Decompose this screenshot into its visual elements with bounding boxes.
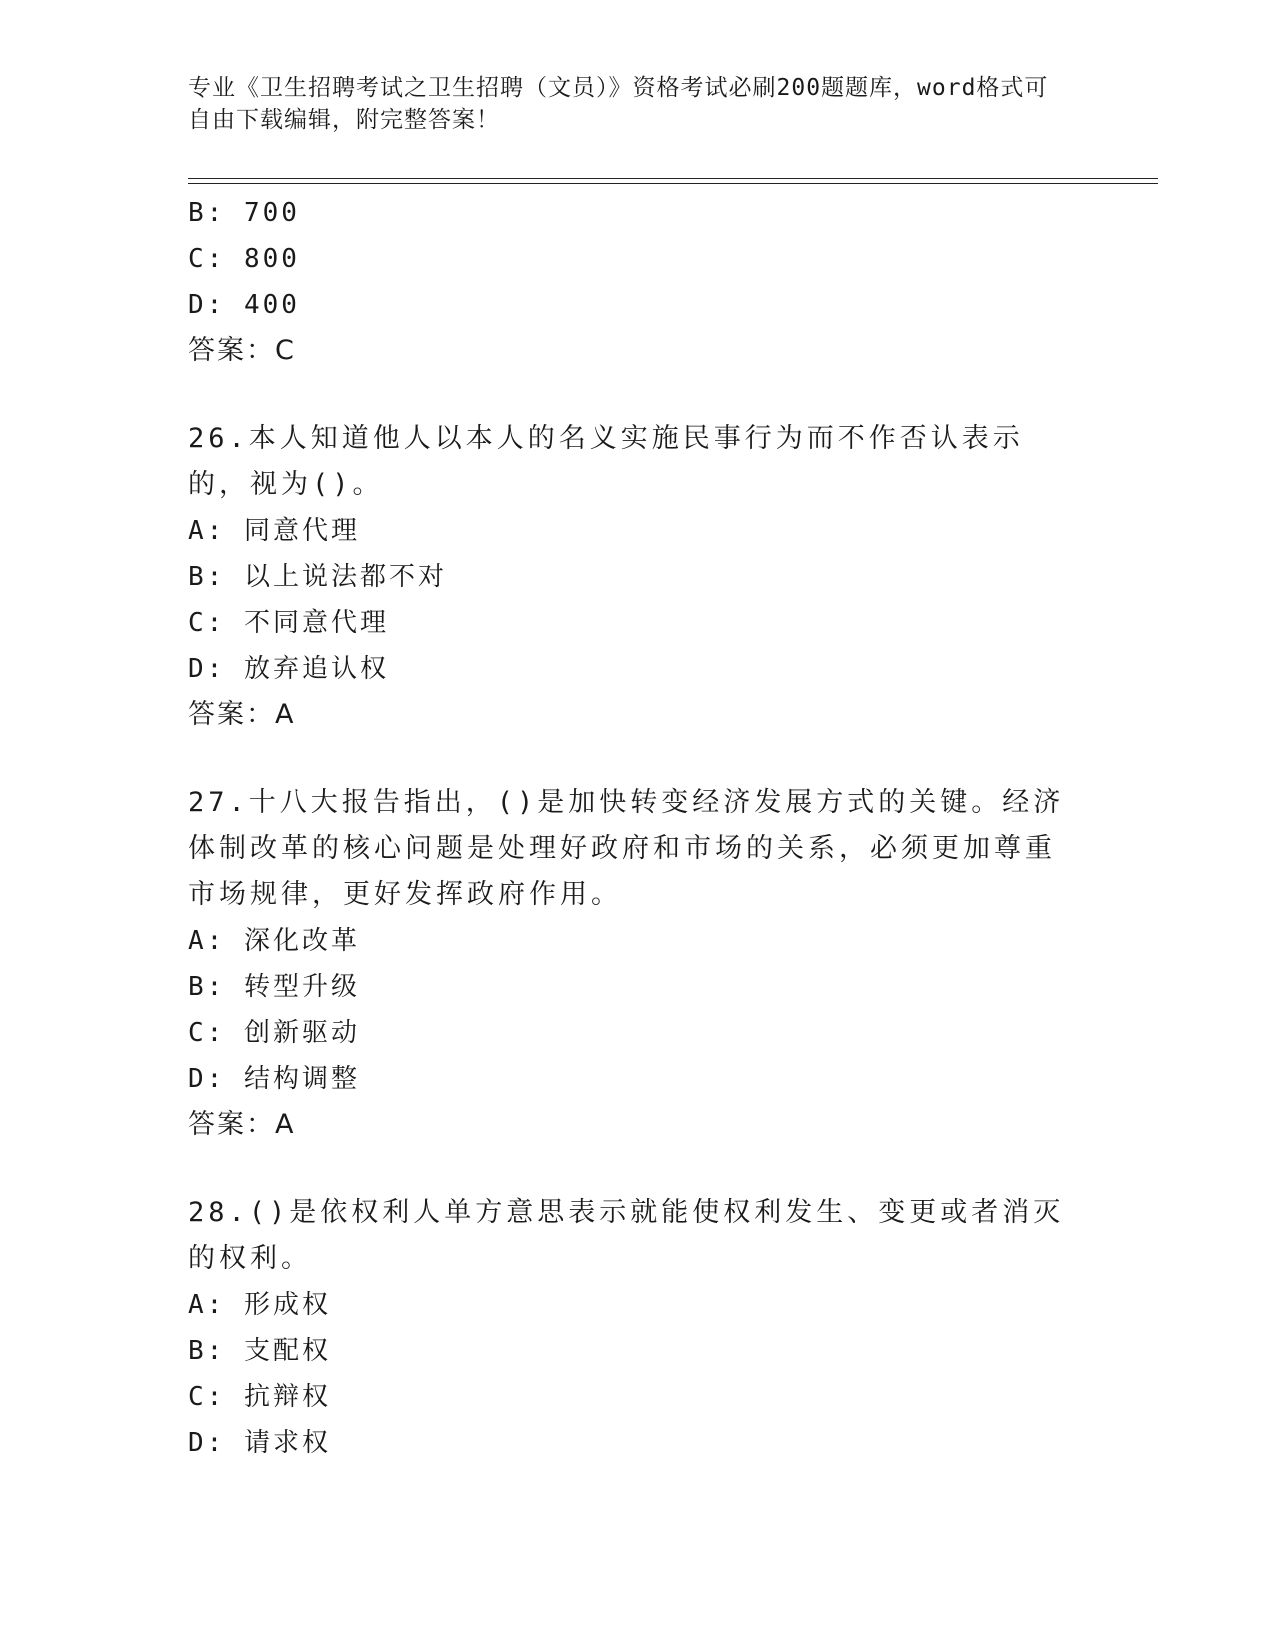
spacer bbox=[188, 1148, 1088, 1190]
question-text: 27.十八大报告指出，()是加快转变经济发展方式的关键。经济体制改革的核心问题是处理好政府和市场的关系，必须更加尊重市场规律，更好发挥政府作用。 bbox=[188, 787, 1065, 910]
option-c: C: 抗辩权 bbox=[188, 1382, 331, 1412]
question-text: 28.()是依权利人单方意思表示就能使权利发生、变更或者消灭的权利。 bbox=[188, 1197, 1065, 1274]
answer: 答案：A bbox=[188, 1109, 296, 1140]
page-header: 专业《卫生招聘考试之卫生招聘（文员）》资格考试必刷200题题库，word格式可自由下载编辑，附完整答案！ bbox=[188, 75, 1049, 133]
question-28 bbox=[188, 1190, 1088, 1466]
spacer bbox=[188, 738, 1088, 780]
option-a: A: 同意代理 bbox=[188, 516, 360, 546]
option-d: D: 请求权 bbox=[188, 1428, 331, 1458]
question-list bbox=[188, 190, 1088, 1466]
option-d: D: 结构调整 bbox=[188, 1064, 360, 1094]
option-c: C: 800 bbox=[188, 244, 300, 274]
option-c: C: 创新驱动 bbox=[188, 1018, 360, 1048]
option-a: A: 形成权 bbox=[188, 1290, 331, 1320]
option-d: D: 放弃追认权 bbox=[188, 654, 389, 684]
question-25-tail bbox=[188, 190, 1088, 374]
question-text: 26.本人知道他人以本人的名义实施民事行为而不作否认表示的，视为()。 bbox=[188, 423, 1024, 500]
answer: 答案：A bbox=[188, 699, 296, 730]
option-d: D: 400 bbox=[188, 290, 300, 320]
option-c: C: 不同意代理 bbox=[188, 608, 389, 638]
option-b: B: 支配权 bbox=[188, 1336, 331, 1366]
answer: 答案：C bbox=[188, 335, 296, 366]
option-b: B: 以上说法都不对 bbox=[188, 562, 447, 592]
header-divider bbox=[188, 178, 1158, 184]
option-b: B: 700 bbox=[188, 198, 300, 228]
option-a: A: 深化改革 bbox=[188, 926, 360, 956]
question-27 bbox=[188, 780, 1088, 1148]
spacer bbox=[188, 374, 1088, 416]
option-b: B: 转型升级 bbox=[188, 972, 360, 1002]
question-26 bbox=[188, 416, 1088, 738]
